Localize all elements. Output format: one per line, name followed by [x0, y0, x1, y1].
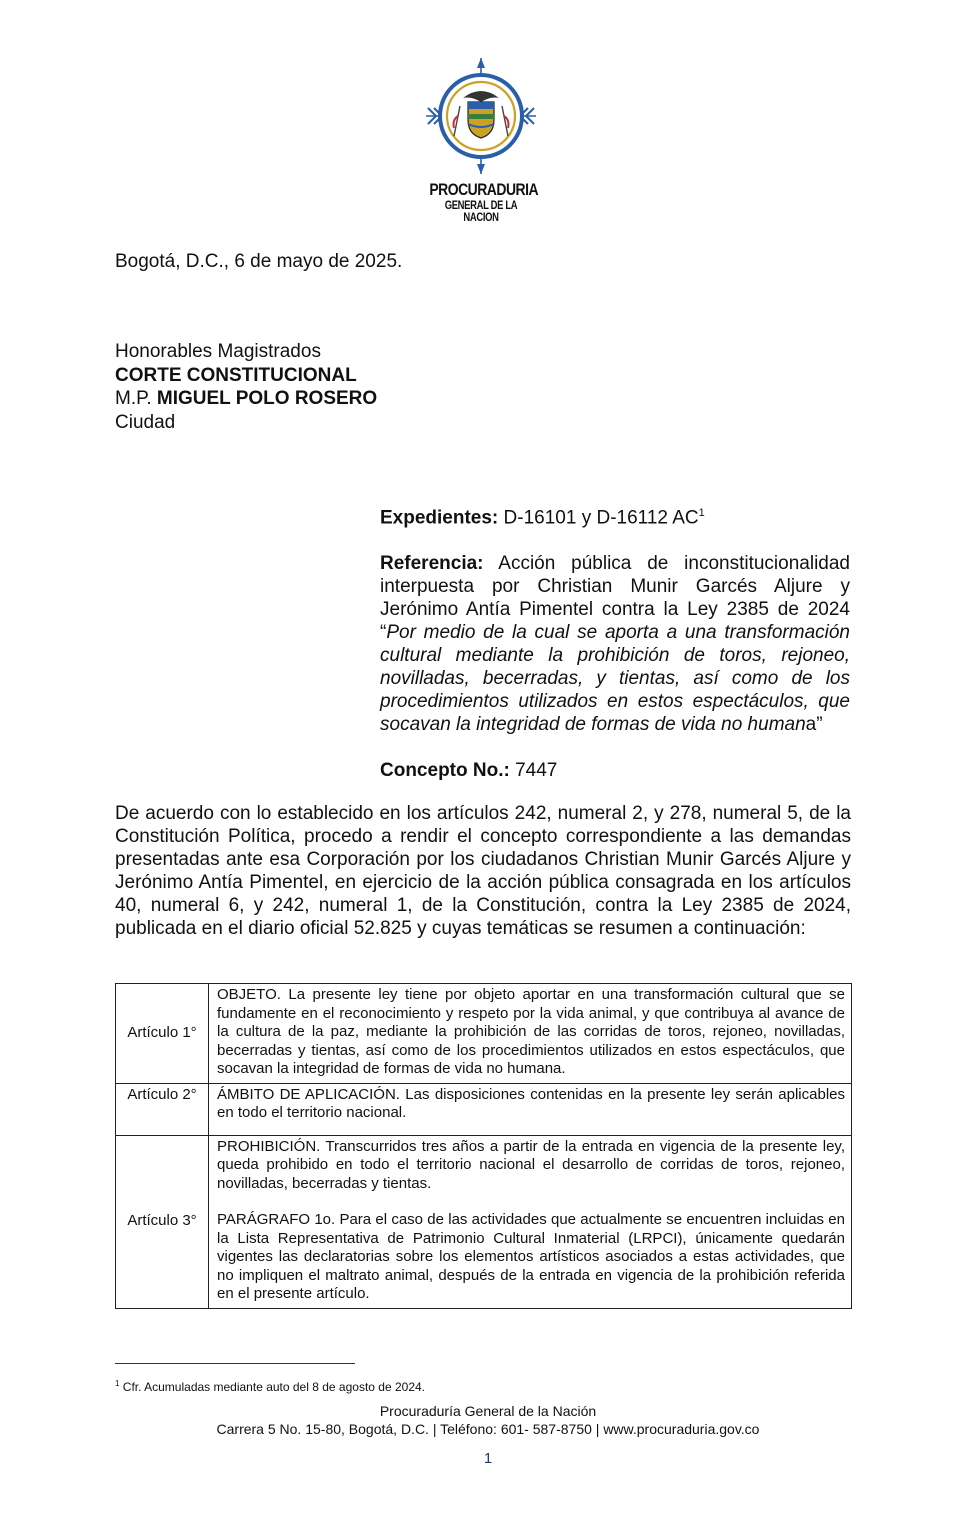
logo-text-general-de-la-nacion: GENERAL DE LA NACION	[444, 200, 518, 224]
article-label: Artículo 2°	[116, 1083, 209, 1135]
articles-table	[115, 983, 852, 1309]
expedientes-line	[380, 502, 850, 529]
addressee-block	[115, 340, 377, 434]
coat-of-arms-icon	[418, 56, 544, 176]
footnote-divider	[115, 1363, 355, 1364]
referencia-paragraph	[380, 552, 850, 736]
table-row	[116, 1135, 852, 1308]
referencia-text: Acción pública de inconstitucionalidad interpuesta por Christian Munir Garcés Aljure y Jerónimo Antía Pimentel contra la Ley 2385 de 2024 “	[380, 553, 850, 644]
article-text: PROHIBICIÓN. Transcurridos tres años a partir de la entrada en vigencia de la presente ley, queda prohibido en todo el territorio nacional el desarrollo de corridas de toros, rejoneo, novilladas, becerradas y tientas.	[217, 1137, 845, 1192]
footnote	[115, 1376, 425, 1395]
document-date: Bogotá, D.C., 6 de mayo de 2025.	[115, 251, 403, 272]
law-title: Por medio de la cual se aporta a una transformación cultural mediante la prohibición de toros, rejoneo, novilladas, becerradas, y tientas, así como de los procedimientos utilizados en estos espectáculos, que socavan la integridad de formas de vida no human	[380, 622, 850, 736]
referencia-end: a”	[805, 714, 823, 736]
expedientes-label: Expedientes:	[380, 507, 499, 529]
footer-institution: Procuraduría General de la Nación	[379, 1403, 597, 1419]
concepto-value: 7447	[509, 760, 558, 782]
magistrate-name: MIGUEL POLO ROSERO	[156, 388, 378, 409]
article-paragraph-text: PARÁGRAFO 1o. Para el caso de las actividades que actualmente se encuentren incluidas en la Lista Representativa de Patrimonio Cultural Inmaterial (LRPCI), únicamente quedarán vigentes las declaratorias sobre los elementos artísticos asociados a estas actividades, que no impliquen el maltrato animal, después de la entrada en vigencia de la prohibición referida en el presente artículo.	[217, 1211, 845, 1302]
page-number: 1	[483, 1450, 493, 1467]
footnote-ref-mark[interactable]: 1	[698, 507, 705, 519]
expedientes-value: D-16101 y D-16112 AC	[498, 507, 699, 529]
footnote-text: Cfr. Acumuladas mediante auto del 8 de agosto de 2024.	[119, 1380, 425, 1394]
addressee-salutation: Honorables Magistrados	[115, 341, 321, 362]
reference-block	[380, 502, 850, 782]
concepto-line	[380, 759, 850, 782]
intro-paragraph: De acuerdo con lo establecido en los artículos 242, numeral 2, y 278, numeral 5, de la Constitución Política, procedo a rendir el concepto correspondiente a las demandas presentadas ante esa Corporación por los ciudadanos Christian Munir Garcés Aljure y Jerónimo Antía Pimentel, en ejercicio de la acción pública consagrada en los artículos 40, numeral 6, y 242, numeral 1, de la Constitución, contra la Ley 2385 de 2024, publicada en el diario oficial 52.825 y cuyas temáticas se resumen a continuación:	[115, 803, 851, 939]
addressee-court: CORTE CONSTITUCIONAL	[115, 364, 357, 386]
magistrate-prefix: M.P.	[115, 388, 157, 409]
article-label: Artículo 3°	[116, 1135, 209, 1308]
referencia-label: Referencia:	[380, 553, 484, 575]
article-text-cell	[209, 1135, 852, 1308]
footnote-mark: 1	[115, 1379, 120, 1388]
logo-text-procuraduria: PROCURADURIA	[429, 180, 539, 199]
article-text: ÁMBITO DE APLICACIÓN. Las disposiciones contenidas en la presente ley serán aplicables en todo el territorio nacional.	[209, 1083, 852, 1135]
footer-contact: Carrera 5 No. 15-80, Bogotá, D.C. | Teléfono: 601- 587-8750 | www.procuraduria.gov.co	[216, 1421, 760, 1437]
table-row	[116, 984, 852, 1084]
concepto-label: Concepto No.:	[380, 760, 510, 782]
procuraduria-logo	[418, 56, 544, 224]
addressee-magistrate	[115, 387, 377, 411]
article-text: OBJETO. La presente ley tiene por objeto aportar en una transformación cultural que se fundamente en el reconocimiento y respeto por la vida animal, y que contribuya al avance de la cultura de la paz, mediante la prohibición de las corridas de toros, rejoneo, novilladas, becerradas y tientas, así como de los procedimientos utilizados en estos espectáculos, que socavan la integridad de formas de vida no humana.	[209, 984, 852, 1084]
article-label: Artículo 1°	[116, 984, 209, 1084]
addressee-city: Ciudad	[115, 411, 176, 433]
table-row	[116, 1083, 852, 1135]
